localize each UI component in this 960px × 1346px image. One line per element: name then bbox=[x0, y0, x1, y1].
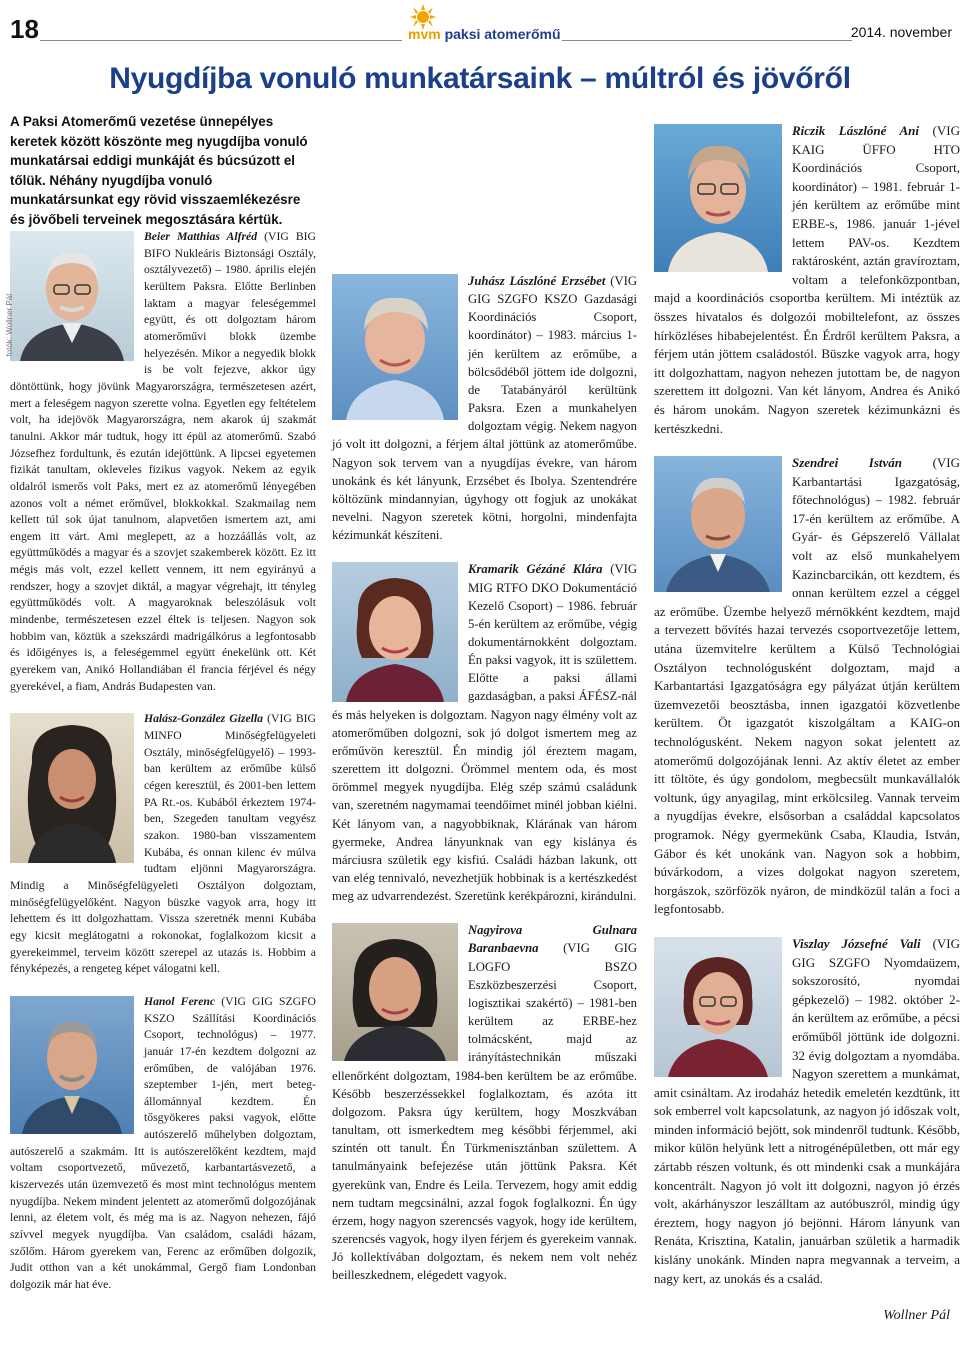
person-name: Nagyirova Gulnara Baranbaevna bbox=[468, 923, 637, 956]
person-story: – 1980. április elején kerültem Paksra. Előtte Berlinben laktam a magyar feleségemmel együtt, és ott dolgoztam három atomerőművi blokk üzembe helyezésén. Mikor a negyedik blokk is be volt fejezve, akkor úgy döntöttünk, hogy jövünk Magyarországra, természetesen azért, mert a feleségem nagyon szerette volna. Egyetlen egy feltételem volt, ha idejövök Magyarországra, nem akarok új szakmát tanulni. Akkor már tudtuk, hogy itt épül az atomerőmű. Szabó Józsefhez fordultunk, és ezután idejöttünk. A lipcsei egyetemen fizikát tanultam, okleveles fizikus vagyok. Nekem az egyik oldalról ismerős volt Paks, mert ez az atomerőmű lényegében azonos volt a német erőművel, blokkokkal. Szakmailag nem kellett túl sok újat tanulnom, alapvetően ismertem azt, ami engem itt várt. Ami meglepett, az a hozzáállás volt, az együttműködés a magyar és a szovjet szakemberek között. Ez itt mégis más volt, ezzel kellett vennem, itt nem egyirányú a rendszer, hogy a szovjet diktál, a magyar végrehajt, itt tényleg együttműködés volt. A magyaroknak beleszólásuk volt mindenbe, természetesen ezzel éltek is teljesen. Nagyon sok hobbim van, köztük a szekszárdi madrigálkórus a legfontosabb és időigényes is, a feleségemmel együtt énekelünk ott. Két gyerekem van, Anikó Hollandiában él francia férjével és négy gyerekével, a fiam, András Budapesten van. bbox=[10, 263, 316, 693]
person-role: (VIG GIG LOGFO BSZO Eszközbeszerzési Csoport, logisztikai szakértő) bbox=[468, 941, 637, 1010]
photo-halasz bbox=[10, 713, 134, 863]
entry-juhasz bbox=[332, 272, 637, 544]
person-name: Kramarik Gézáné Klára bbox=[468, 562, 603, 577]
logo-name: paksi atomerőmű bbox=[444, 26, 561, 42]
portrait-man-icon bbox=[654, 456, 782, 592]
portrait-woman-icon bbox=[332, 562, 458, 702]
portrait-man-icon bbox=[10, 231, 134, 361]
headline: Nyugdíjba vonuló munkatársaink – múltról és jövőről bbox=[109, 62, 851, 95]
person-story: – 1982. október 2-án kerültem az erőműbe, a pécsi erőműből jöttünk ide dolgozni. 32 évig dolgoztam a nyomdába. Nagyon szerettem a munkámat, amit csináltam. Az irodaház hetedik emeletén kezdtünk, itt sok emberrel volt kapcsolatunk, az nagyon jó időszak volt, minden információ bejött, sok mindenről tudtunk. Később, mikor külön helyünk lett a nitrogénépületben, ott már egy zártabb részen voltunk, és ott mindenki csak a munkájára koncentrált. Nagyon jó volt itt dolgozni, nagyon jó érzés volt, akárhányszor leszálltam az autóbuszról, mindig úgy éreztem, hogy nagyon jó bejönni. Három lányunk van Renáta, Krisztina, Katalin, januárban születik a harmadik kislány unokánk. Minden napra megvannak a terveim, a nagy kert, az unokás és a család. bbox=[654, 991, 960, 1286]
person-name: Juhász Lászlóné Erzsébet bbox=[468, 274, 606, 288]
person-role: (VIG MIG RTFO DKO Dokumentáció Kezelő Csoport) bbox=[468, 562, 637, 613]
entry-riczik bbox=[654, 122, 960, 438]
entry-szendrei bbox=[654, 454, 960, 919]
person-story: – 1981. február 1-jén kerültem az erőműbe mint ERBE-s, 1986. január 1-jével lettem PAV-os. Kezdtem raktárosként, aztán gravíroztam, voltam a telefonközpontban, majd a koordinációs csoportba kerültem. Mi intéztük az összes hivatalos és dolgozói mobiltelefont, az összes hírközléses hibabejelentést. Én Érdről kerültem Paksra, a férjem után jöttem családostól. Büszke vagyok arra, hogy itt dolgozhattam, nagyon nehezen jutottam be, de nagyon szerettem itt dolgozni. Van két lányom, Andrea és Anikó és három unokám. Nagyon szeretek kézimunkázni és kertészkedni. bbox=[654, 178, 960, 436]
column-3 bbox=[654, 112, 960, 1288]
person-story: – 1977. január 17-én kezdtem dolgozni az erőműben, de valójában 1976. szeptember 1-jén, mert beteg-állománnyal kezdtem. Én tősgyökeres paksi vagyok, előtte autószerelő műhelyben dolgoztam, autószerelő a szakmám. Itt is autószerelőként kezdtem, majd voltam csoportvezető, művezető, karbantartásvezető, a kiszervezés után üzemvezető és most mint technológus mentem nyugdíjba. Nekem mindent jelentett az atomerőmű dolgozójának lenni, az életem volt, és még ma is az. Nagyon nehezen, fájó szívvel megyek nyugdíjba. Van családom, családi házam, szőlőm. Három gyerekem van, Ferenc az erőműben dolgozik, Judit otthon van a két unokámmal, Gergő fiam Londonban dolgozik már hat éve. bbox=[10, 1028, 317, 1292]
header-rule-left bbox=[40, 40, 402, 41]
person-story: – 1983. március 1-jén kerültem az erőműbe, a bölcsődéből jöttem ide dolgozni, de Tatabányáról kerültünk Paksra. Ezen a munkahelyen dolgoztam végig. Nekem nagyon jó volt itt dolgozni, a férjem által jöttünk az atomerőműbe. Nagyon sok tervem van a nyugdíjas évekre, van három unokánk és két lányunk, Erzsébet és Ibolya. Szentendrére költözünk mindannyian, úgyhogy ott fogjuk az unokákat nevelni. Nagyon szeretek kötni, horgolni, mindenfajta kézimunkát készíteni. bbox=[332, 328, 637, 543]
author-signature: Wollner Pál bbox=[883, 1308, 950, 1323]
column-2-body bbox=[332, 112, 637, 1284]
person-role: (VIG KAIG ÜFFO HTO Koordinációs Csoport, koordinátor) bbox=[792, 123, 960, 194]
entry-nagyirova bbox=[332, 921, 637, 1284]
person-name: Beier Matthias Alfréd bbox=[144, 230, 258, 243]
person-story: – 1982. február 17-én kerültem az erőműbe. A Gyár- és Gépszerelő Vállalat volt az első munkahelyem Kazincbarcikán, ott kezdtem, és onnan kerültem ezzel a céggel az erőműbe. Üzembe helyező mérnökként kezdtem, majd a tervezett bővítés hazai tervezés csoportvezetője lettem, utána üzemvitelre kerültem a Külső Technológiai Osztályon technológusként dolgoztam, majd a Karbantartási Igazgatóságra egy pályázat útján kerültem üzemvezetői beosztásba, innen igazgatói közvetlenbe kerültem. Öt igazgatót kiszolgáltam a KAIG-on technológusként. Nekem nagyon sokat jelentett az atomerőmű dolgozójának lenni. Az aktív életet az ember itt töltöte, és úgy gondolom, megbecsült munkavállalók voltunk, úgy anyagilag, mint erkölcsileg. Vannak terveim a nyugdíjas évekre, elsősorban a családdal kapcsolatos programok. Négy gyermekünk Csaba, Klaudia, István, Gábor és két unokánk van. Nagyon sok a hobbim, búvárkodom, a vizes dolgokat nagyon szeretem, horgászok, szörfözök nyáron, de mindközül talán a foci a legfontosabb. bbox=[654, 492, 960, 917]
brand-logo bbox=[408, 4, 561, 44]
portrait-woman-icon bbox=[332, 274, 458, 420]
person-name: Viszlay Józsefné Vali bbox=[792, 935, 921, 951]
person-name: Hanol Ferenc bbox=[144, 994, 216, 1008]
photo-szendrei bbox=[654, 456, 782, 592]
person-name: Halász-González Gizella bbox=[144, 712, 264, 726]
person-name: Szendrei István bbox=[792, 455, 903, 471]
person-role: (VIG Karbantartási Igazgatóság, főtechnológus) bbox=[792, 455, 960, 508]
entry-viszlay bbox=[654, 935, 960, 1288]
portrait-woman-icon bbox=[654, 937, 782, 1077]
header-rule-right bbox=[562, 40, 852, 41]
person-role: (VIG GIG SZGFO KSZO Gazdasági Koordinációs Csoport, koordinátor) bbox=[468, 274, 638, 343]
portrait-woman-icon bbox=[10, 713, 134, 863]
portrait-woman-icon bbox=[332, 923, 458, 1061]
photo-riczik bbox=[654, 124, 782, 272]
portrait-woman-icon bbox=[654, 124, 782, 272]
logo-text bbox=[408, 26, 561, 42]
entry-halasz bbox=[10, 711, 316, 978]
person-story: – 1981-ben kerültem az ERBE-hez tolmácsként, majd az irányítástechnikán műszaki ellenőrként dolgoztam, 1984-ben kerültem be az erőműbe. Később beszerzéssekkel foglalkoztam, és azóta itt dolgozom. Paksra úgy kerültem, hogy Moszkvában tanultam, ott ismerkedtem meg későbbi férjemmel, aki szintén ott tanult. Én Türkmenisztánban születtem. A tanulmányaink befejezése után jöttünk Paksra. Két gyerekünk van, Endre és Leila. Tervezem, hogy amit eddig nem tudtam megcsinálni, azzal fogok foglalkozni. Én úgy érzem, hogy nagyon szerencsés vagyok, hogy ide kerültem, szerencsés vagyok, hogy ilyen férjem és gyerekeim vannak. Jó kollektívában dolgoztam, és nekem nem volt nehéz beilleszkednem, elégedett vagyok. bbox=[332, 995, 637, 1283]
person-role: (VIG GIG SZGFO Nyomdaüzem, sokszorosító, nyomdai gépkezelő) bbox=[792, 935, 960, 1007]
lead-paragraph: A Paksi Atomerőmű vezetése ünnepélyes keretek között köszönte meg nyugdíjba vonuló munkatársai eddigi munkáját és búcsúzott el tőlük. Néhány nyugdíjba vonuló munkatársunkat egy rövid visszaemlékezésre és jövőbeli terveinek megosztására kértük. bbox=[10, 114, 308, 227]
photo-juhasz bbox=[332, 274, 458, 420]
photo-kramarik bbox=[332, 562, 458, 702]
page-number: 18 bbox=[10, 14, 39, 44]
photo-credit: fotók: Wollner Pál bbox=[5, 294, 14, 357]
photo-beier bbox=[5, 231, 134, 361]
person-name: Riczik Lászlóné Ani bbox=[792, 123, 920, 138]
person-role: (VIG BIG BIFO Nukleáris Biztonsági Osztály, osztályvezető) bbox=[144, 230, 316, 277]
issue-date: 2014. november bbox=[850, 24, 952, 40]
person-story: – 1986. február 5-én kerültem az erőműbe, végig dokumentárnokként dolgoztam. Én paksi vagyok, itt is születtem. Előtte a paksi állami gazdaságban, a paksi ÁFÉSZ-nál és más helyeken is dolgoztam. Nagyon nagy élmény volt az atomerőműben dolgozni, sok jó dolgot ismertem meg az erőművön keresztül. Én mindig jól éreztem magam, szerettem itt dolgozni. Örömmel mentem oda, és most örömmel megyek nyugdíjba. Elég szép számú családunk van, szeretném nagymamai teendőimet minél jobban kiélni. Két lányom van, a nagyobbiknak, Klárának van három gyermeke, Andrea lányunknak van egy kislánya és márciusra születik egy kisfiú. Családi házban lakunk, ott van elég tennivaló, nevezhetjük hobbinak is a kertészkedést meg az udvarrendezést. Szeretünk kerékpározni, kirándulni. bbox=[332, 598, 637, 904]
portrait-man-icon bbox=[10, 996, 134, 1134]
person-story: – 1993-ban kerültem az erőműbe külső cégen keresztül, és 2001-ben lettem PA Rt.-os. Kubából érkeztem 1974-ben, Szegeden tanultam vegyész szakon. 1980-ban visszamentem Kubába, és onnan kilenc év múlva tudtam eljönni Magyarországra. Mindig a Minőségfelügyeleti Osztályon dolgoztam, minőségfelügyelőként. Nagyon büszke vagyok arra, hogy itt lehettem és itt dolgozhattam. Vissza szeretnék menni Kubába egy kicsit meglátogatni a rokonokat, foglalkozom kicsit a gyerekeimmel, terveim között szerepel az utazás is. Hobbim a fényképezés, a rengeteg képet válogatni kell. bbox=[10, 745, 316, 976]
entry-hanol bbox=[10, 994, 316, 1294]
photo-hanol bbox=[10, 996, 134, 1134]
entry-beier bbox=[5, 229, 316, 695]
photo-nagyirova bbox=[332, 923, 458, 1061]
person-role: (VIG GIG SZGFO KSZO Szállítási Koordinációs Csoport, technológus) bbox=[144, 994, 316, 1042]
person-role: (VIG BIG MINFO Minőségfelügyeleti Osztály, minőségfelügyelő) bbox=[144, 712, 317, 759]
column-1 bbox=[5, 112, 317, 1294]
logo-mvm: mvm bbox=[408, 26, 441, 42]
entry-kramarik bbox=[332, 560, 637, 905]
photo-viszlay bbox=[654, 937, 782, 1077]
